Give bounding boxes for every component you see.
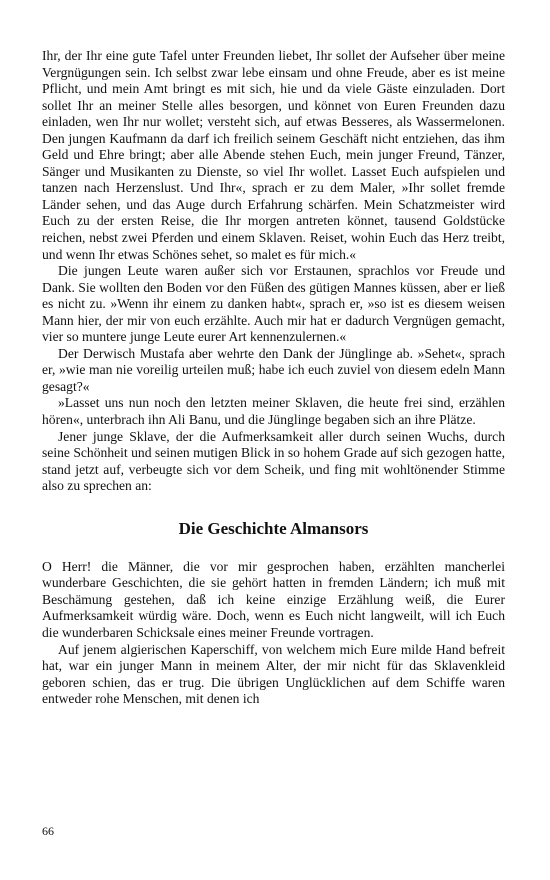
paragraph: Der Derwisch Mustafa aber wehrte den Dank der Jünglinge ab. »Sehet«, sprach er, »wie man nie voreilig urteilen muß; habe ich euch zuviel von diesem edeln Mann gesagt?« (42, 345, 505, 394)
paragraph: O Herr! die Männer, die vor mir gesprochen haben, erzählten mancherlei wunderbare Geschichten, die sie gehört hatten in fremden Ländern; ich muß mit Beschämung gestehen, daß ich keine einzige Erzählung weiß, die Eurer Aufmerksamkeit würdig wäre. Doch, wenn es Euch nicht langweilt, will ich Euch die wunderbaren Schicksale eines meiner Freunde vortragen. (42, 558, 505, 640)
chapter-heading: Die Geschichte Almansors (178, 518, 369, 538)
paragraph: Die jungen Leute waren außer sich vor Erstaunen, sprachlos vor Freude und Dank. Sie wollten den Boden vor den Füßen des gütigen Mannes küssen, aber er ließ es nicht zu. »Wenn ihr einem zu danken habt«, sprach er, »so ist es diesem weisen Mann hier, der mir von euch erzählte. Auch mir hat er dadurch Vergnügen gemacht, vier so muntere junge Leute eurer Art kennenzulernen.« (42, 263, 505, 345)
page-number: 66 (42, 824, 54, 838)
book-page (42, 48, 505, 708)
paragraph: »Lasset uns nun noch den letzten meiner Sklaven, die heute frei sind, erzählen hören«, unterbrach ihn Ali Banu, und die Jünglinge begaben sich an ihre Plätze. (42, 395, 505, 428)
paragraph: Auf jenem algierischen Kaperschiff, von welchem mich Eure milde Hand befreit hat, war ein junger Mann in meinem Alter, der mir nicht für das Sklavenkleid geboren schien, das er trug. Die übrigen Unglücklichen auf dem Schiffe waren entweder rohe Menschen, mit denen ich (42, 641, 505, 707)
paragraph: Ihr, der Ihr eine gute Tafel unter Freunden liebet, Ihr sollet der Aufseher über meine Vergnügungen sein. Ich selbst zwar lebe einsam und ohne Freude, aber es ist meine Pflicht, und mein Amt bringt es mit sich, hie und da viele Gäste einzuladen. Dort sollet Ihr an meiner Stelle alles besorgen, und könnet von Euren Freunden dazu einladen, wen Ihr nur wollet; versteht sich, auf etwas Besseres, als Wassermelonen. Den jungen Kaufmann da darf ich freilich seinem Geschäft nicht entziehen, das ihm Geld und Ehre bringt; aber alle Abende stehen Euch, mein junger Freund, Tänzer, Sänger und Musikanten zu Dienste, so viel Ihr wollet. Lasset Euch aufspielen und tanzen nach Herzenslust. Und Ihr«, sprach er zu dem Maler, »Ihr sollet fremde Länder sehen, und das Auge durch Erfahrung schärfen. Mein Schatzmeister wird Euch zu der ersten Reise, die Ihr morgen antreten könnet, tausend Goldstücke reichen, nebst zwei Pferden und einem Sklaven. Reiset, wohin Euch das Herz treibt, und wenn Ihr etwas Schönes sehet, so malet es für mich.« (42, 48, 505, 262)
paragraph: Jener junge Sklave, der die Aufmerksamkeit aller durch seinen Wuchs, durch seine Schönheit und seinen mutigen Blick in so hohem Grade auf sich gezogen hatte, stand jetzt auf, verbeugte sich vor dem Scheik, und fing mit wohltönender Stimme also zu sprechen an: (42, 428, 505, 494)
